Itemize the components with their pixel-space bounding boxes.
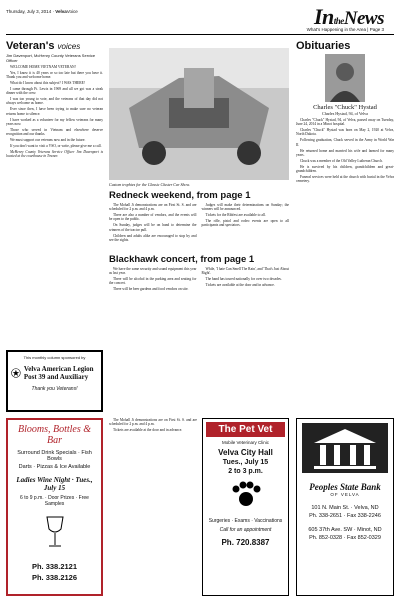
- section-tagline: What's Happening in the Area | Page 3: [306, 27, 384, 32]
- legion-ad: This monthly column sponsored by Velva American Legion Post 39 and Auxiliary Thank you Veterans!: [6, 350, 103, 412]
- redneck-heading: Redneck weekend, from page 1: [109, 190, 251, 201]
- veterans-column: [6, 40, 103, 375]
- trophy-photo-image: [109, 48, 289, 180]
- photo-caption: Custom trophies for the Classic Cluster Car Show.: [109, 182, 190, 187]
- blackhawk-heading: Blackhawk concert, from page 1: [109, 254, 255, 265]
- obituaries-heading: Obituaries: [296, 40, 351, 52]
- bank-logo-icon: [302, 423, 388, 473]
- blackhawk-body: We have the same security and sound equipment this year as last year. There will be alcohol in the parking area and seating for the concert. There will be beer gardens and food vendors on site. While, 'I hate Can Smell The Rain', and 'That's Just About Right'. The band has toured nationally for over two decades. Tickets are available at the door and in advance.: [109, 267, 289, 292]
- portrait-image: [325, 54, 365, 102]
- obituaries-column: [296, 40, 394, 346]
- legion-emblem-icon: [11, 364, 21, 382]
- petvet-ad: The Pet Vet Mobile Veterinary Clinic Velva City Hall Tues., July 15 2 to 3 p.m. Surgeries · Exams · Vaccinations Call for an appointment Ph. 720.8387: [202, 418, 289, 596]
- obituary-name: Charles "Chuck" Hystad: [313, 104, 377, 111]
- obituary-body: Charles "Chuck" Hystad, 94, of Velva, passed away on Tuesday, June 24, 2014 in a Minot hospital. Charles "Chuck" Hystad was born on May 2, 1920 at Velva, North Dakota. Following graduation, Chuck served in the Army in World War II. He returned home and married his wife and farmed for many years. Chuck was a member of the Old Valley Lutheran Church. He is survived by his children, grandchildren and great-grandchildren. Funeral services were held at the church with burial in the Velva cemetery.: [296, 118, 394, 184]
- wine-glass-icon: [25, 513, 85, 553]
- section-title: IntheNews: [313, 4, 384, 29]
- issue-date: Thursday, July 3, 2014 · VelvaVoice: [6, 9, 78, 14]
- obituary-subtitle: Charles Hystad, 94, of Velva: [322, 111, 368, 116]
- masthead: [6, 4, 394, 34]
- peoples-bank-ad: Peoples State Bank OF VELVA 101 N. Main St. · Velva, ND Ph. 338-2651 · Fax 338-2246 605 37th Ave. SW · Minot, ND Ph. 852-0328 · Fax 852-0329: [296, 418, 394, 596]
- veterans-byline: Jim Davenport, McHenry County Veterans Service Officer: [6, 53, 96, 63]
- newspaper-page: [6, 4, 394, 596]
- masthead-rule: [6, 34, 394, 35]
- paw-icon: [226, 479, 266, 509]
- trophy-photo: [109, 48, 289, 180]
- continuation-text: The Mohall Ji demonstrations are on First St. S. and are scheduled for 2 p.m. and 4 p.m. Tickets are available at the door and in advance.: [109, 418, 197, 433]
- redneck-body: The Mohall Ji demonstrations are on First St. S. and are scheduled for 2 p.m. and 4 p.m. There are also a number of vendors, and the events will be open to the public. On Sunday, judges will be on hand to determine the winners of the tractor pull. Children and adults alike are encouraged to stop by and see the sights. Judges will make their determinations on Sunday; the winners will be announced. Tickets for the Ribfest are available to all. The rifle, pistol and rodeo events are open to all participants and spectators.: [109, 203, 289, 242]
- blooms-ad: Blooms, Bottles & Bar Surround Drink Specials · Fish Bowls Darts · Pizzas & Ice Available Ladies Wine Night · Tues., July 15 6 to 9 p.m. · Door Prizes · Free Samples Ph. 338.2121 Ph. 338.2126: [6, 418, 103, 596]
- veterans-heading: Veteran's voices: [6, 40, 81, 52]
- obituary-photo: [325, 54, 365, 102]
- veterans-body: WELCOME HOME VIETNAM VETERAN! Yes, I know it is 40 years or so too late but there you have it. Thank you and welcome home. What do I know about this subject? I WAS THERE! I came through Ft. Lewis in 1969 and all we got was a steak dinner with the crew. I was too young to vote, and the veterans of that day did not always welcome us home. Ever since then, I have been trying to make sure no veteran returns home to silence. I have worked as a volunteer for my fellow veterans for many years now. Those who served in Vietnam and elsewhere deserve recognition and our thanks. We must support our veterans now and in the future. If you don't want to visit a VSO, or write, please give me a call. McHenry County Veterans Service Officer Jim Davenport is located at the courthouse in Towner.: [6, 65, 103, 158]
